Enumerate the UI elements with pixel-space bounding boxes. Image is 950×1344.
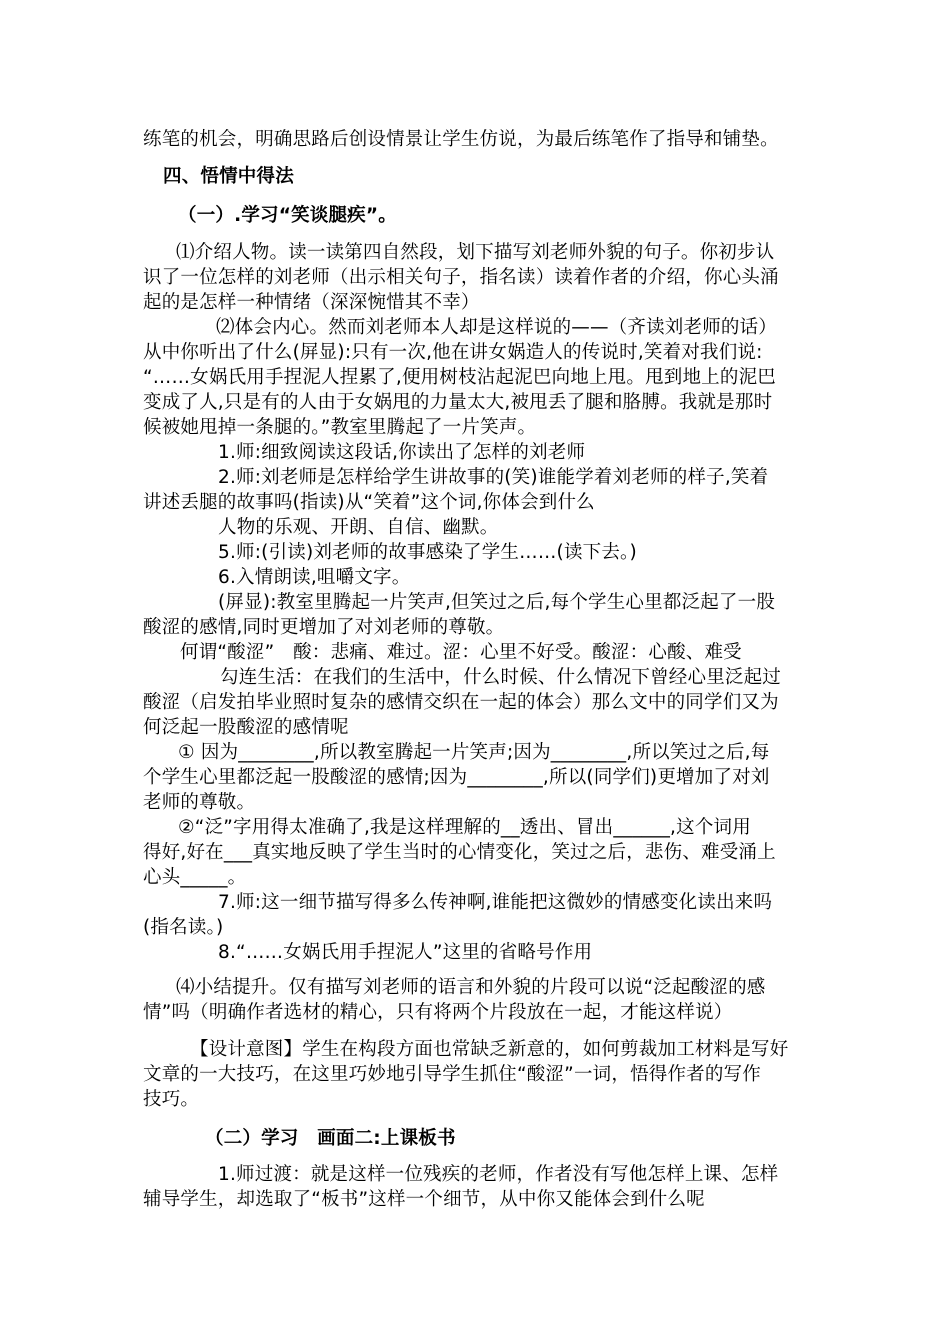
text-line: 【设计意图】学生在构段方面也常缺乏新意的，如何剪裁加工材料是写好 xyxy=(190,1039,789,1060)
text-line: 1.师过渡：就是这样一位残疾的老师，作者没有写他怎样上课、怎样 xyxy=(218,1164,779,1185)
text-line: 讲述丢腿的故事吗(指读)从“笑着”这个词,你体会到什么 xyxy=(143,492,595,513)
text-line: 候被她甩掉一条腿的。”教室里腾起了一片笑声。 xyxy=(143,417,537,438)
text-line: 人物的乐观、开朗、自信、幽默。 xyxy=(218,517,499,538)
text-line: ⑵体会内心。然而刘老师本人却是这样说的——（齐读刘老师的话） xyxy=(216,317,778,338)
text-line: 技巧。 xyxy=(143,1089,200,1110)
text-line: 练笔的机会，明确思路后创设情景让学生仿说，为最后练笔作了指导和铺垫。 xyxy=(143,129,779,150)
text-line: 得好,好在___真实地反映了学生当时的心情变化，笑过之后，悲伤、难受涌上 xyxy=(143,842,776,863)
text-line: 1.师:细致阅读这段话,你读出了怎样的刘老师 xyxy=(218,442,586,463)
text-line: 变成了人,只是有的人由于女娲甩的力量太大,被甩丢了腿和胳膊。我就是那时 xyxy=(143,392,773,413)
text-line: 辅导学生，却选取了“板书”这样一个细节，从中你又能体会到什么呢 xyxy=(143,1189,705,1210)
text-line: 从中你听出了什么(屏显):只有一次,他在讲女娲造人的传说时,笑着对我们说: xyxy=(143,342,763,363)
text-line: (屏显):教室里腾起一片笑声,但笑过之后,每个学生心里都泛起了一股 xyxy=(218,592,776,613)
text-line: 酸涩（启发拍毕业照时复杂的感情交织在一起的体会）那么文中的同学们又为 xyxy=(143,692,779,713)
text-line: 识了一位怎样的刘老师（出示相关句子，指名读）读着作者的介绍，你心头涌 xyxy=(143,267,779,288)
text-line: 何泛起一股酸涩的感情呢 xyxy=(143,717,349,738)
text-line: ⑷小结提升。仅有描写刘老师的语言和外貌的片段可以说“泛起酸涩的感 xyxy=(176,977,766,998)
text-line: 勾连生活：在我们的生活中，什么时候、什么情况下曾经心里泛起过 xyxy=(220,667,782,688)
text-line: (指名读。) xyxy=(143,917,224,938)
text-line: 个学生心里都泛起一股酸涩的感情;因为________,所以(同学们)更增加了对刘 xyxy=(143,767,770,788)
section-heading: 四、悟情中得法 xyxy=(163,166,294,187)
text-line: “……女娲氏用手捏泥人捏累了,便用树枝沾起泥巴向地上甩。甩到地上的泥巴 xyxy=(143,367,776,388)
text-line: 5.师:(引读)刘老师的故事感染了学生……(读下去。) xyxy=(218,542,637,563)
text-line: 8.“……女娲氏用手捏泥人”这里的省略号作用 xyxy=(218,942,593,963)
text-line: 文章的一大技巧，在这里巧妙地引导学生抓住“酸涩”一词，悟得作者的写作 xyxy=(143,1064,761,1085)
text-line: 酸涩的感情,同时更增加了对刘老师的尊敬。 xyxy=(143,617,505,638)
text-line: 7.师:这一细节描写得多么传神啊,谁能把这微妙的情感变化读出来吗 xyxy=(218,892,773,913)
text-line: 情”吗（明确作者选材的精心，只有将两个片段放在一起，才能这样说） xyxy=(143,1002,733,1023)
text-line: 6.入情朗读,咀嚼文字。 xyxy=(218,567,411,588)
subsection-heading: （一）.学习“笑谈腿疾”。 xyxy=(178,205,397,226)
text-line: ②“泛”字用得太准确了,我是这样理解的__透出、冒出______,这个词用 xyxy=(178,817,751,838)
subsection-heading: （二）学习 画面二:上课板书 xyxy=(205,1128,456,1149)
text-line: ① 因为________,所以教室腾起一片笑声;因为________,所以笑过之后,每 xyxy=(178,742,770,763)
text-line: ⑴介绍人物。读一读第四自然段，划下描写刘老师外貌的句子。你初步认 xyxy=(176,242,775,263)
text-line: 2.师:刘老师是怎样给学生讲故事的(笑)谁能学着刘老师的样子,笑着 xyxy=(218,467,769,488)
text-line: 心头_____。 xyxy=(143,867,247,888)
text-line: 起的是怎样一种情绪（深深惋惜其不幸） xyxy=(143,292,480,313)
text-line: 老师的尊敬。 xyxy=(143,792,256,813)
text-line: 何谓“酸涩” 酸：悲痛、难过。涩：心里不好受。酸涩：心酸、难受 xyxy=(180,642,742,663)
